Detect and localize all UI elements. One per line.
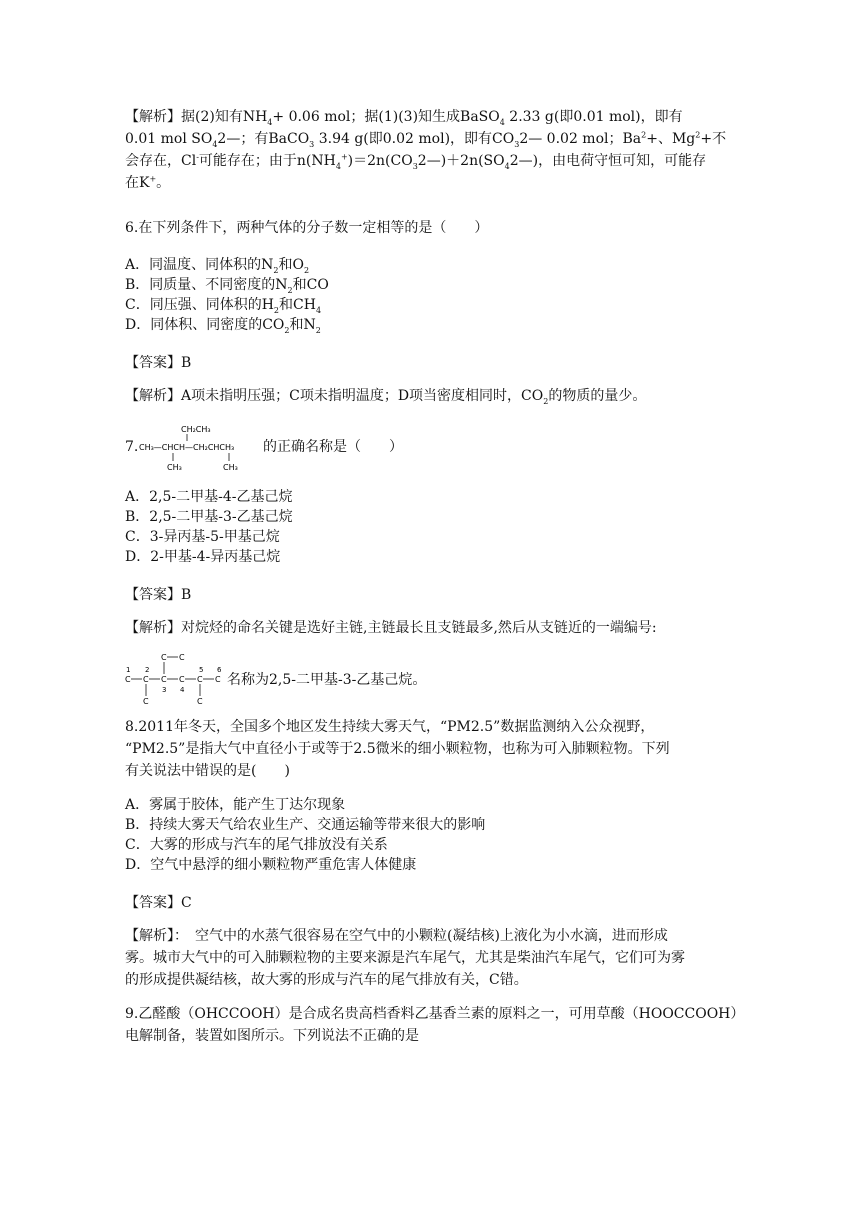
q7-option-a: A．2,5-二甲基-4-乙基己烷 [125,489,293,505]
skeleton-c-methyl-2: C [143,697,149,706]
skeleton-c2: C [143,675,149,684]
formula-methyl-branch-1: CH₃ [167,463,182,472]
q5-analysis-line-3: 会存在，Cl-可能存在；由于$n(NH_4^+)=2n(CO_32—)+2n(SO_42—)$，由电荷守恒可知，可能存 [125,152,707,171]
q6-stem: 6.在下列条件下，两种气体的分子数一定相等的是（ ） [125,220,489,236]
q7-name-text: 名称为2,5-二甲基-3-乙基己烷。 [227,672,427,688]
q8-answer: 【答案】C [125,895,192,911]
skeleton-num-6: 6 [217,666,222,674]
q7-stem-text: 的正确名称是（ ） [263,439,403,455]
q8-analysis-line-3: 的形成提供凝结核，故大雾的形成与汽车的尾气排放有关，C错。 [125,972,528,988]
formula-ethyl-branch: CH₂CH₃ [181,425,211,434]
q8-analysis-line-1: 【解析】： 空气中的水蒸气很容易在空气中的小颗粒(凝结核)上液化为小水滴，进而形成 [125,928,668,944]
q6-answer: 【答案】B [125,355,192,371]
q8-option-c: C．大雾的形成与汽车的尾气排放没有关系 [125,837,388,853]
skeleton-c3: C [161,675,167,684]
q6-options [125,255,765,335]
q7-answer: 【答案】B [125,587,192,603]
q8-option-d: D．空气中悬浮的细小颗粒物严重危害人体健康 [125,857,417,873]
q5-analysis-line-2: 0.01 mol $SO_42—$；有BaCO$_3$ 3.94 g(即0.02 mol)，即有$CO_32—$ 0.02 mol；$Ba^2+$、$Mg^2+$不 [125,130,727,149]
q7-carbon-skeleton [125,650,225,706]
formula-methyl-branch-2: CH₃ [223,463,238,472]
q8-stem [125,716,765,782]
q7-structural-formula [139,420,263,474]
skeleton-num-3: 3 [162,686,167,694]
q9-stem-line-2: 电解制备，装置如图所示。下列说法不正确的是 [125,1028,419,1044]
skeleton-num-4: 4 [180,686,185,694]
q6-option-c: C．同压强、同体积的$H_2$和$CH_4$ [125,297,322,315]
skeleton-c5: C [197,675,203,684]
q7-option-d: D．2-甲基-4-异丙基己烷 [125,549,281,565]
q7-option-c: C．3-异丙基-5-甲基己烷 [125,529,280,545]
q6-option-a: A．同温度、同体积的$N_2$和$O_2$ [125,257,310,275]
q7-options [125,487,765,567]
q9-stem [125,1003,765,1047]
q9-stem-line-1: 9.乙醛酸（OHCCOOH）是合成名贵高档香料乙基香兰素的原料之一，可用草酸（HOOCCOOH） [125,1006,745,1022]
skeleton-c6: C [215,675,221,684]
skeleton-c-ethyl-1: C [161,653,167,662]
skeleton-num-2: 2 [145,666,150,674]
q8-stem-line-3: 有关说法中错误的是( ) [125,763,290,779]
q6-option-d: D．同体积、同密度的$CO_2$和$N_2$ [125,317,321,335]
skeleton-c-ethyl-2: C [179,653,185,662]
q7-analysis: 【解析】对烷烃的命名关键是选好主链,主链最长且支链最多,然后从支链近的一端编号: [125,620,657,636]
q8-stem-line-1: 8.2011年冬天，全国多个地区发生持续大雾天气，“PM2.5”数据监测纳入公众视野， [125,719,655,735]
skeleton-num-1: 1 [126,666,131,674]
q7-number: 7. [125,439,139,455]
q5-analysis-line-1: 【解析】据(2)知有$NH_4+ 0.06$ mol；据(1)(3)知生成BaSO$_4$ 2.33 g(即0.01 mol)，即有 [125,109,683,127]
q7-option-b: B．2,5-二甲基-3-乙基己烷 [125,509,293,525]
q8-analysis [125,925,765,991]
q8-options [125,795,765,875]
q6-analysis: 【解析】A项未指明压强；C项未指明温度；D项当密度相同时，$CO_2$的物质的量少。 [125,388,647,406]
q7-stem [125,418,765,474]
q8-analysis-line-2: 雾。城市大气中的可入肺颗粒物的主要来源是汽车尾气，尤其是柴油汽车尾气，它们可为雾 [125,950,685,966]
skeleton-c1: C [125,675,131,684]
q8-option-b: B．持续大雾天气给农业生产、交通运输等带来很大的影响 [125,817,486,833]
q5-analysis-line-4: 在K+。 [125,174,171,191]
q8-stem-line-2: “PM2.5”是指大气中直径小于或等于2.5微米的细小颗粒物，也称为可入肺颗粒物。下列 [125,741,670,757]
skeleton-num-5: 5 [199,666,204,674]
q6-option-b: B．同质量、不同密度的$N_2$和CO [125,277,329,295]
q5-analysis [125,106,765,194]
formula-main-chain: CH₃—CHCH—CH₂CHCH₃ [139,443,235,452]
skeleton-c4: C [179,675,185,684]
q7-skeleton-row [125,650,765,706]
skeleton-c-methyl-5: C [197,697,203,706]
q8-option-a: A．雾属于胶体，能产生丁达尔现象 [125,797,346,813]
